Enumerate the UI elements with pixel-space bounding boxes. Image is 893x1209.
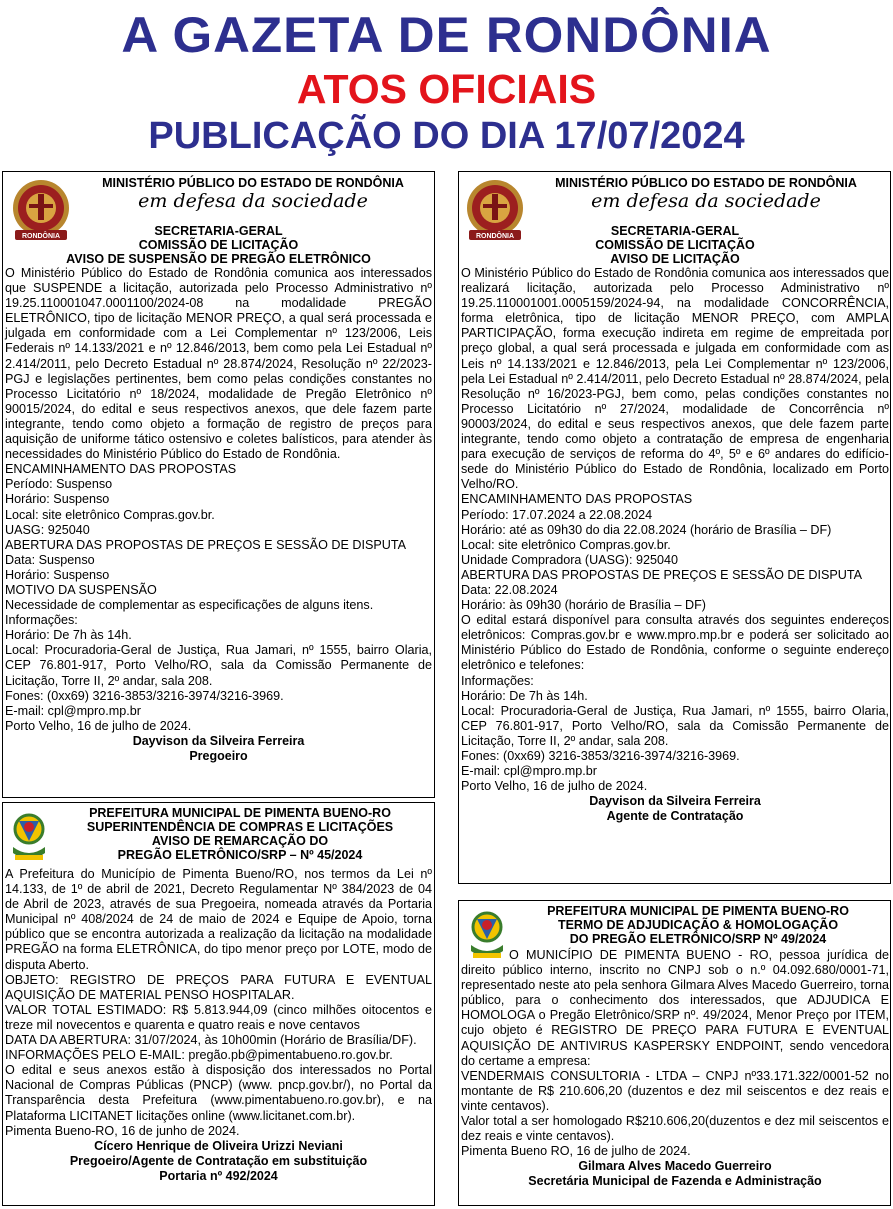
line: Horário: Suspenso <box>5 567 110 582</box>
heading-3: DO PREGÃO ELETRÔNICO/SRP Nº 49/2024 <box>569 932 827 946</box>
heading-3: AVISO DE REMARCAÇÃO DO <box>151 834 329 848</box>
notice-mp-suspension <box>2 171 435 798</box>
line: Horário: às 09h30 (horário de Brasília – DF) <box>461 598 706 613</box>
paragraph-place-date: Pimenta Bueno RO, 16 de julho de 2024. <box>461 1144 691 1159</box>
line: Fones: (0xx69) 3216-3853/3216-3974/3216-3969. <box>5 688 284 703</box>
municipal-coat-of-arms-icon <box>9 811 49 865</box>
paragraph-date: DATA DA ABERTURA: 31/07/2024, às 10h00min (Horário de Brasília/DF). <box>5 1033 417 1048</box>
notice-mp-bidding <box>458 171 891 884</box>
paragraph-intro: O Ministério Público do Estado de Rondônia comunica aos interessados que realizará licitação, autorizada pelo Processo Administrativo nº 19.25.110001001.0005159/2024-94, na modalidade CONCORRÊNCIA, forma eletrônica, tipo de licitação MENOR PREÇO, com AMPLA PARTICIPAÇÃO, forma execução indireta em regime de empreitada por preço global, a qual será processada e julgada em conformidade com as Leis nº 14.133/2021 e 12.846/2013, pela Lei Complementar nº 123/2006, pela Lei Estadual nº 2.414/2011, pelo Decreto Estadual nº 28.874/2024, pela Resolução nº 16/2023-PGJ, bem como, pelas condições constantes no Processo Licitatório nº 27/2024, modalidade de Concorrência nº 90003/2024, do edital e seus respectivos anexos, que dele fazem parte integrante, tendo como objeto a contratação de empresa de engenharia para execução de serviços de reforma do 4º, 5º e 6º andares do edifício-sede do Ministério Público do Estado de Rondônia, localizado em Porto Velho/RO. <box>461 266 889 492</box>
signature-name: Dayvison da Silveira Ferreira <box>132 733 305 748</box>
notice-pimenta-bueno-rescheduling <box>2 802 435 1206</box>
signature-name: Gilmara Alves Macedo Guerreiro <box>578 1159 772 1174</box>
heading-3: AVISO DE LICITAÇÃO <box>610 252 740 266</box>
paragraph-total: Valor total a ser homologado R$210.606,20(duzentos e dez mil seiscentos e dez reais e vinte centavos). <box>461 1114 889 1144</box>
line: Horário: De 7h às 14h. <box>461 688 588 703</box>
signature-role: Agente de Contratação <box>606 809 744 824</box>
paragraph-edital: O edital e seus anexos estão à disposição dos interessados no Portal Nacional de Compras Públicas (PNCP) (www. pncp.gov.br/), no Portal da Transparência desta Prefeitura (www.pimentabueno.ro.gov.br), e na Plataforma LICITANET licitações online (www.licitanet.com.br). <box>5 1063 432 1123</box>
line: UASG: 925040 <box>5 522 90 537</box>
heading-2: SUPERINTENDÊNCIA DE COMPRAS E LICITAÇÕES <box>86 820 394 834</box>
line: Período: Suspenso <box>5 477 113 492</box>
section-title: ATOS OFICIAIS <box>296 66 597 112</box>
paragraph-edital: O edital estará disponível para consulta através dos seguintes endereços eletrônicos: Compras.gov.br e www.mpro.mp.br e poderá ser solicitado ao Ministério Público do Estado de Rondônia, conforme o seguinte endereço eletrônico e telefones: <box>461 613 889 673</box>
paragraph-intro: O Ministério Público do Estado de Rondônia comunica aos interessados que SUSPENDE a licitação, autorizada pelo Processo Administrativo nº 19.25.110001047.0001100/2024-08 na modalidade PREGÃO ELETRÔNICO, tipo de licitação MENOR PREÇO, a qual será processada e julgada em conformidade com a Lei Complementar nº 123/2006, Leis Federais nº 14.133/2021 e nº 12.846/2013, bem como pela Lei Estadual nº 2.414/2011, pelo Decreto Estadual nº 28.874/2024, Resolução nº 22/2023-PGJ e legislações pertinentes, bem como pelas condições constantes no Processo Licitatório nº 18/2024, modalidade de Pregão Eletrônico nº 90015/2024, do edital e seus respectivos anexos, que dele fazem parte integrante, tendo como objeto a formação de registro de preços para aquisição de uniforme tático ostensivo e coletes balísticos, para atender às necessidades do Ministério Público do Estado de Rondônia. <box>5 266 432 462</box>
heading-2: COMISSÃO DE LICITAÇÃO <box>595 238 755 252</box>
publication-date: PUBLICAÇÃO DO DIA 17/07/2024 <box>148 115 745 157</box>
signature-role: Secretária Municipal de Fazenda e Administração <box>528 1174 822 1189</box>
line: Horário: De 7h às 14h. <box>5 628 132 643</box>
heading-3: AVISO DE SUSPENSÃO DE PREGÃO ELETRÔNICO <box>66 252 371 266</box>
line: Porto Velho, 16 de julho de 2024. <box>5 718 192 733</box>
address: Local: Procuradoria-Geral de Justiça, Rua Jamari, nº 1555, bairro Olaria, CEP 76.801-917, Porto Velho/RO, sala da Comissão Permanente de Licitação, Torre II, 2º andar, sala 208. <box>5 643 432 688</box>
heading-2: TERMO DE ADJUDICAÇÃO & HOMOLOGAÇÃO <box>557 918 839 932</box>
line: Unidade Compradora (UASG): 925040 <box>461 552 679 567</box>
signature-portaria: Portaria nº 492/2024 <box>159 1168 278 1183</box>
line: E-mail: cpl@mpro.mp.br <box>5 703 141 718</box>
heading-1: SECRETARIA-GERAL <box>154 224 283 238</box>
line: Porto Velho, 16 de julho de 2024. <box>461 779 648 794</box>
paragraph-object: OBJETO: REGISTRO DE PREÇOS PARA FUTURA E EVENTUAL AQUISIÇÃO DE MATERIAL PENSO HOSPITALAR. <box>5 972 432 1002</box>
org-motto: em defesa da sociedade <box>591 190 821 212</box>
line: ENCAMINHAMENTO DAS PROPOSTAS <box>461 492 693 507</box>
line: ABERTURA DAS PROPOSTAS DE PREÇOS E SESSÃO DE DISPUTA <box>5 537 407 552</box>
line: Horário: até as 09h30 do dia 22.08.2024 (horário de Brasília – DF) <box>461 522 832 537</box>
paragraph-intro: O MUNICÍPIO DE PIMENTA BUENO - RO, pessoa jurídica de direito público interno, inscrito no CNPJ sob o n.º 04.092.680/0001-71, representado neste ato pela senhora Gilmara Alves Macedo Guerreiro, torna público, para o conhecimento dos interessados, que ADJUDICA E HOMOLOGA o Pregão Eletrônico/SRP nº. 49/2024, Menor Preço por ITEM, cujo objeto é REGISTRO DE PREÇO PARA FUTURA E EVENTUAL AQUISIÇÃO DE ANTIVIRUS KASPERSKY ENDPOINT, sendo vencedora do certame a empresa: <box>461 948 889 1068</box>
line: Horário: Suspenso <box>5 492 110 507</box>
address: Local: Procuradoria-Geral de Justiça, Rua Jamari, nº 1555, bairro Olaria, CEP 76.801-917, Porto Velho/RO, sala da Comissão Permanente de Licitação, Torre II, 2º andar, sala 208. <box>461 703 889 748</box>
heading-2: COMISSÃO DE LICITAÇÃO <box>138 238 299 252</box>
line: Fones: (0xx69) 3216-3853/3216-3974/3216-3969. <box>461 749 740 763</box>
signature-name: Dayvison da Silveira Ferreira <box>589 794 761 809</box>
line: Data: 22.08.2024 <box>461 582 558 597</box>
newspaper-title: A GAZETA DE RONDÔNIA <box>121 7 772 63</box>
svg-text:RONDÔNIA: RONDÔNIA <box>21 233 61 240</box>
line: ABERTURA DAS PROPOSTAS DE PREÇOS E SESSÃO DE DISPUTA <box>461 567 863 582</box>
line: Data: Suspenso <box>5 552 95 567</box>
line: MOTIVO DA SUSPENSÃO <box>5 582 157 597</box>
line: Informações: <box>461 673 534 688</box>
line: Local: site eletrônico Compras.gov.br. <box>461 537 671 552</box>
org-name: MINISTÉRIO PÚBLICO DO ESTADO DE RONDÔNIA <box>102 176 404 190</box>
signature-role: Pregoeiro/Agente de Contratação em substituição <box>69 1153 368 1168</box>
line: Necessidade de complementar as especificações de alguns itens. <box>5 598 374 613</box>
svg-text:RONDÔNIA: RONDÔNIA <box>475 233 515 240</box>
line: ENCAMINHAMENTO DAS PROPOSTAS <box>5 462 237 477</box>
org-motto: em defesa da sociedade <box>138 190 368 212</box>
notice-pimenta-bueno-homologation <box>458 900 891 1206</box>
heading-1: PREFEITURA MUNICIPAL DE PIMENTA BUENO-RO <box>89 806 391 820</box>
paragraph-email: INFORMAÇÕES PELO E-MAIL: pregão.pb@pimentabueno.ro.gov.br. <box>5 1048 393 1063</box>
org-name: MINISTÉRIO PÚBLICO DO ESTADO DE RONDÔNIA <box>555 176 857 190</box>
line: E-mail: cpl@mpro.mp.br <box>461 764 597 779</box>
signature-role: Pregoeiro <box>189 748 248 763</box>
paragraph-winner: VENDERMAIS CONSULTORIA - LTDA – CNPJ nº33.171.322/0001-52 no montante de R$ 210.606,20 (duzentos e dez mil seiscentos e dez reais e vinte centavos). <box>461 1068 889 1113</box>
signature-name: Cícero Henrique de Oliveira Urizzi Neviani <box>94 1138 343 1153</box>
paragraph-value: VALOR TOTAL ESTIMADO: R$ 5.813.944,09 (cinco milhões oitocentos e treze mil novecentos e quarenta e quatro reais e nove centavos <box>5 1002 432 1032</box>
heading-4: PREGÃO ELETRÔNICO/SRP – Nº 45/2024 <box>117 848 363 862</box>
line: Local: site eletrônico Compras.gov.br. <box>5 507 215 522</box>
heading-1: SECRETARIA-GERAL <box>610 224 740 238</box>
heading-1: PREFEITURA MUNICIPAL DE PIMENTA BUENO-RO <box>547 904 849 918</box>
paragraph-intro: A Prefeitura do Município de Pimenta Bueno/RO, nos termos da Lei nº 14.133, de 1º de abril de 2021, Decreto Regulamentar Nº 384/2023 de 04 de Abril de 2023, através de sua Pregoeira, nomeada através da Portaria Municipal nº 408/2024 de 24 de maio de 2024 e Equipe de Apoio, torna público que se encontra autorizada a realização da licitação na modalidade PREGÃO na forma ELETRÔNICA, do tipo menor preço por LOTE, modo de disputa Aberto. <box>5 867 432 972</box>
paragraph-place-date: Pimenta Bueno-RO, 16 de junho de 2024. <box>5 1123 240 1138</box>
line: Informações: <box>5 613 78 628</box>
line: Período: 17.07.2024 a 22.08.2024 <box>461 507 653 522</box>
